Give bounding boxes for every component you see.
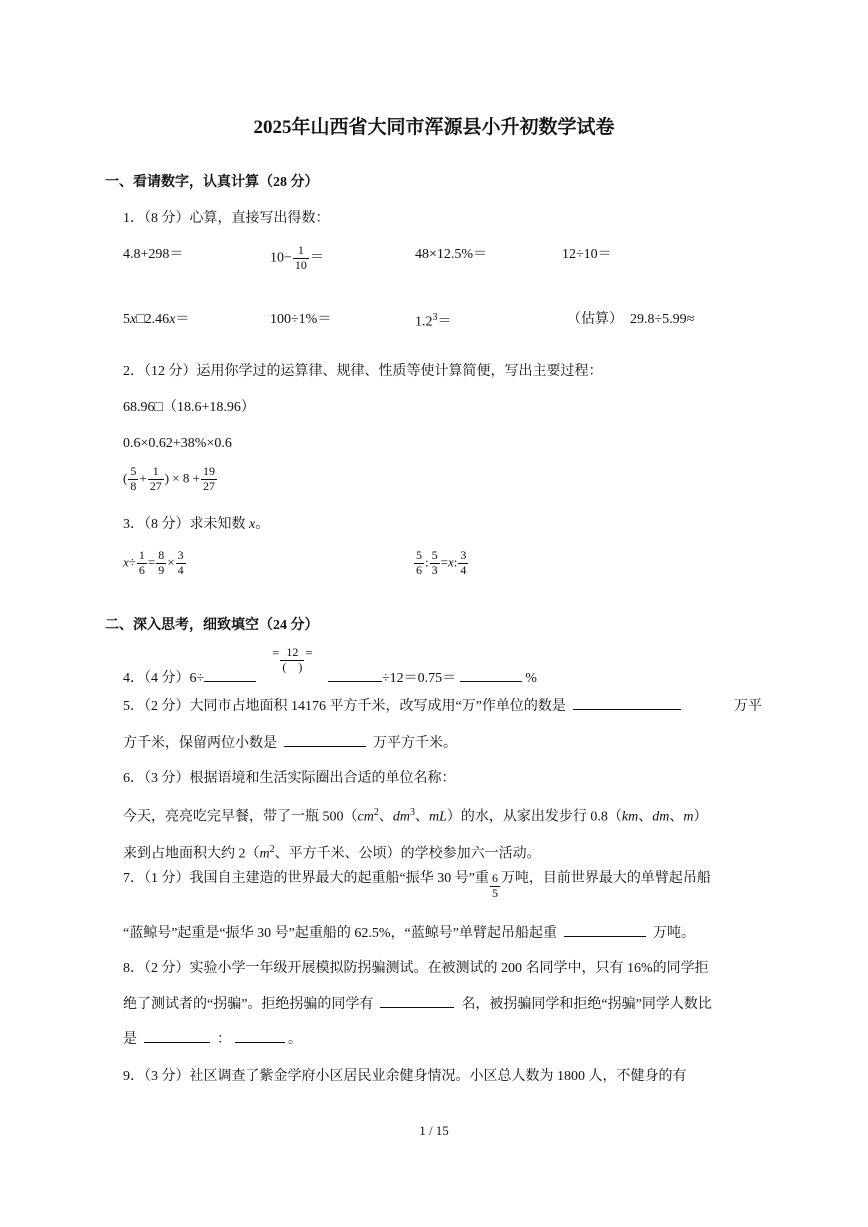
q4-lead: 4．（4 分）6÷ [123, 672, 256, 686]
q1-item-h: （估算） 29.8÷5.99≈ [567, 312, 695, 327]
q6-line-1: 今天，亮亮吃完早餐，带了一瓶 $500(cm^2$、$dm^3$、mL）的水，从家出发步行 0.8（km、dm、m） [123, 807, 708, 825]
q3-equation-a: x÷ $\frac{1}{6}$ = $\frac{8}{9}$ × $\frac{3}{4}$ [123, 548, 184, 577]
q4-fraction: = $\frac{12}{( )}$ = [272, 645, 313, 674]
q8-line-3: 是 ： 。 [123, 1032, 302, 1047]
question-2-header: 2．（12 分）运用你学过的运算律、规律、性质等使计算简便，写出主要过程： [123, 364, 603, 379]
question-1-header: 1．（8 分）心算，直接写出得数： [123, 211, 330, 226]
page-number: 1 / 15 [419, 1123, 449, 1138]
q1-item-e: 5x□2.46x＝ [123, 312, 190, 327]
answer-blank[interactable] [284, 745, 366, 747]
answer-blank[interactable] [573, 708, 681, 710]
q1-item-f: 100÷1%＝ [270, 312, 332, 327]
answer-blank[interactable] [235, 1041, 285, 1043]
section-heading-2: 二、深入思考，细致填空（24 分） [105, 618, 319, 633]
q5-line-1: 5．（2 分）大同市占地面积 14176 平方千米，改写成用“万”作单位的数是 [123, 700, 681, 714]
q6-header: 6．（3 分）根据语境和生活实际圈出合适的单位名称： [123, 771, 456, 786]
q7-line-2: “蓝鲸号”起重是“振华 30 号”起重船的 62.5%，“蓝鲸号”单臂起吊船起重 万吨。 [123, 926, 695, 941]
q8-line-2: 绝了测试者的“拐骗”。拒绝拐骗的同学有 名，被拐骗同学和拒绝“拐骗”同学人数比 [123, 997, 712, 1012]
q1-item-b: 10− $\frac{1}{10}$ ＝ [270, 243, 324, 272]
answer-blank[interactable] [144, 1041, 210, 1043]
q1-item-a: 4.8+298＝ [123, 247, 184, 262]
section-heading-1: 一、看请数字，认真计算（28 分） [105, 175, 319, 190]
q2-item-a: 68.96□（18.6+18.96） [123, 400, 255, 415]
page-title: 2025年山西省大同市浑源县小升初数学试卷 [253, 117, 615, 138]
answer-blank[interactable] [328, 680, 382, 682]
answer-blank[interactable] [460, 680, 522, 682]
q1-item-d: 12÷10＝ [562, 247, 612, 262]
q6-line-2: 来到占地面积大约 $2(m^2$、平方千米、公顷）的学校参加六一活动。 [123, 844, 541, 862]
q5-line-2: 方千米，保留两位小数是 万平方千米。 [123, 736, 457, 751]
answer-blank[interactable] [380, 1006, 454, 1008]
answer-blank[interactable] [564, 935, 646, 937]
question-3-header: 3．（8 分）求未知数 x。 [123, 517, 270, 532]
q2-item-c: ( $\frac{5}{8}$ + $\frac{1}{27}$ ) × 8 + $\frac{19}{27}$ [123, 464, 215, 493]
q9-line-1: 9．（3 分）社区调查了紫金学府小区居民业余健身情况。小区总人数为 1800 人，不健身的有 [123, 1069, 687, 1084]
answer-blank[interactable] [204, 680, 256, 682]
q3-equation-b: $\frac{5}{6}$ : $\frac{5}{3}$ =x: $\frac{3}{4}$ [416, 548, 467, 577]
q4-rest: ÷12＝0.75＝ % [328, 672, 537, 686]
q1-item-c: 48×12.5%＝ [415, 247, 488, 262]
q2-item-b: 0.6×0.62+38%×0.6 [123, 436, 232, 451]
q8-line-1: 8．（2 分）实验小学一年级开展模拟防拐骗测试。在被测试的 200 名同学中，只有 16%的同学拒 [123, 961, 709, 976]
q7-line-1: 7．（1 分）我国自主建造的世界最大的起重船“振华 30 号”重 $\frac{6}{5}$ 万吨，目前世界最大的单臂起吊船 [123, 871, 711, 900]
q5-line-1-end: 万平 [734, 699, 762, 714]
q1-item-g: $1.2^3=$ [415, 312, 452, 330]
